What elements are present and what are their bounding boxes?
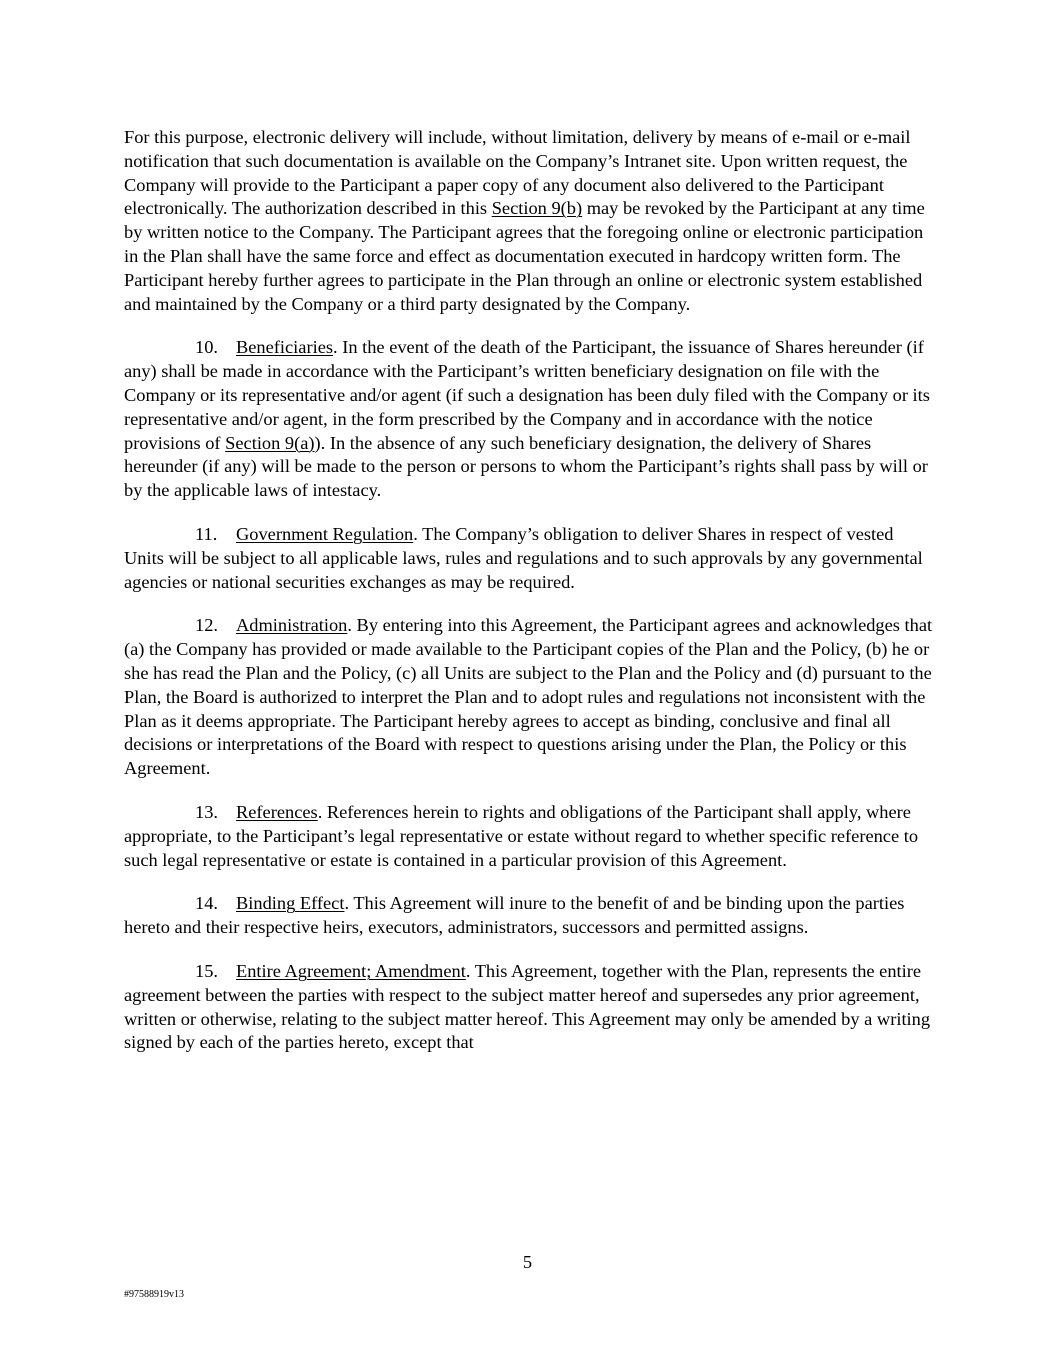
paragraph-text: may be revoked by the Participant at any time by written notice to the Company. The Participant agrees that the foregoing online or electronic participation in the Plan shall have the same force and effect as documentation executed in hardcopy written form. The Participant hereby further agrees to participate in the Plan through an online or electronic system established and maintained by the Company or a third party designated by the Company.: [124, 198, 925, 314]
section-entire-agreement: [124, 960, 934, 1055]
section-government-regulation: [124, 523, 934, 594]
section-beneficiaries: [124, 336, 934, 503]
section-text: . References herein to rights and obligations of the Participant shall apply, where appropriate, to the Participant’s legal representative or estate without regard to whether specific reference to such legal representative or estate is contained in a particular provision of this Agreement.: [124, 801, 919, 870]
section-text: . This Agreement will inure to the benefit of and be binding upon the parties hereto and their respective heirs, executors, administrators, successors and permitted assigns.: [124, 893, 905, 938]
section-heading: Government Regulation: [236, 523, 414, 544]
paragraph-text: For this purpose, electronic delivery will include, without limitation, delivery by means of e-mail or e-mail notification that such documentation is available on the Company’s Intranet site. Upon written request, the Company will provide to the Participant a paper copy of any document also delivered to the Participant electronically. The authorization described in this: [124, 127, 911, 219]
section-text: . In the event of the death of the Participant, the issuance of Shares hereunder (if any) shall be made in accordance with the Participant’s written beneficiary designation on file with the Company or its representative and/or agent (if such a designation has been duly filed with the Company or its representative and/or agent, in the form prescribed by the Company and in accordance with the notice provisions of: [124, 337, 930, 453]
section-administration: [124, 614, 934, 781]
section-reference-link: Section 9(a): [225, 432, 315, 453]
section-reference-link: Section 9(b): [491, 198, 583, 219]
section-heading: Binding Effect: [236, 893, 345, 914]
document-page: [124, 126, 934, 1075]
section-number: 13.: [195, 801, 218, 822]
section-text: ). In the absence of any such beneficiary designation, the delivery of Shares hereunder (if any) will be made to the person or persons to whom the Participant’s rights shall pass by will or by the applicable laws of intestacy.: [124, 432, 928, 501]
section-number: 15.: [195, 960, 218, 981]
section-text: . By entering into this Agreement, the Participant agrees and acknowledges that (a) the Company has provided or made available to the Participant copies of the Plan and the Policy, (b) he or she has read the Plan and the Policy, (c) all Units are subject to the Plan and the Policy and (d) pursuant to the Plan, the Board is authorized to interpret the Plan and to adopt rules and regulations not inconsistent with the Plan as it deems appropriate. The Participant hereby agrees to accept as binding, conclusive and final all decisions or interpretations of the Board with respect to questions arising under the Plan, the Policy or this Agreement.: [124, 615, 933, 779]
section-number: 11.: [195, 523, 218, 544]
section-heading: References: [236, 801, 318, 822]
section-text: . The Company’s obligation to deliver Shares in respect of vested Units will be subject to all applicable laws, rules and regulations and to such approvals by any governmental agencies or national securities exchanges as may be required.: [124, 523, 923, 592]
section-number: 12.: [195, 615, 218, 636]
section-number: 10.: [195, 337, 218, 358]
section-heading: Administration: [236, 615, 348, 636]
document-id: #97588919v13: [124, 1289, 184, 1300]
section-binding-effect: [124, 892, 934, 940]
section-text: . This Agreement, together with the Plan, represents the entire agreement between the parties with respect to the subject matter hereof and supersedes any prior agreement, written or otherwise, relating to the subject matter hereof. This Agreement may only be amended by a writing signed by each of the parties hereto, except that: [124, 960, 931, 1053]
section-heading: Beneficiaries: [236, 337, 334, 358]
section-references: [124, 801, 934, 872]
paragraph-electronic-delivery: [124, 126, 934, 316]
section-heading: Entire Agreement; Amendment: [236, 960, 466, 981]
section-number: 14.: [195, 893, 218, 914]
page-number: 5: [522, 1252, 533, 1272]
